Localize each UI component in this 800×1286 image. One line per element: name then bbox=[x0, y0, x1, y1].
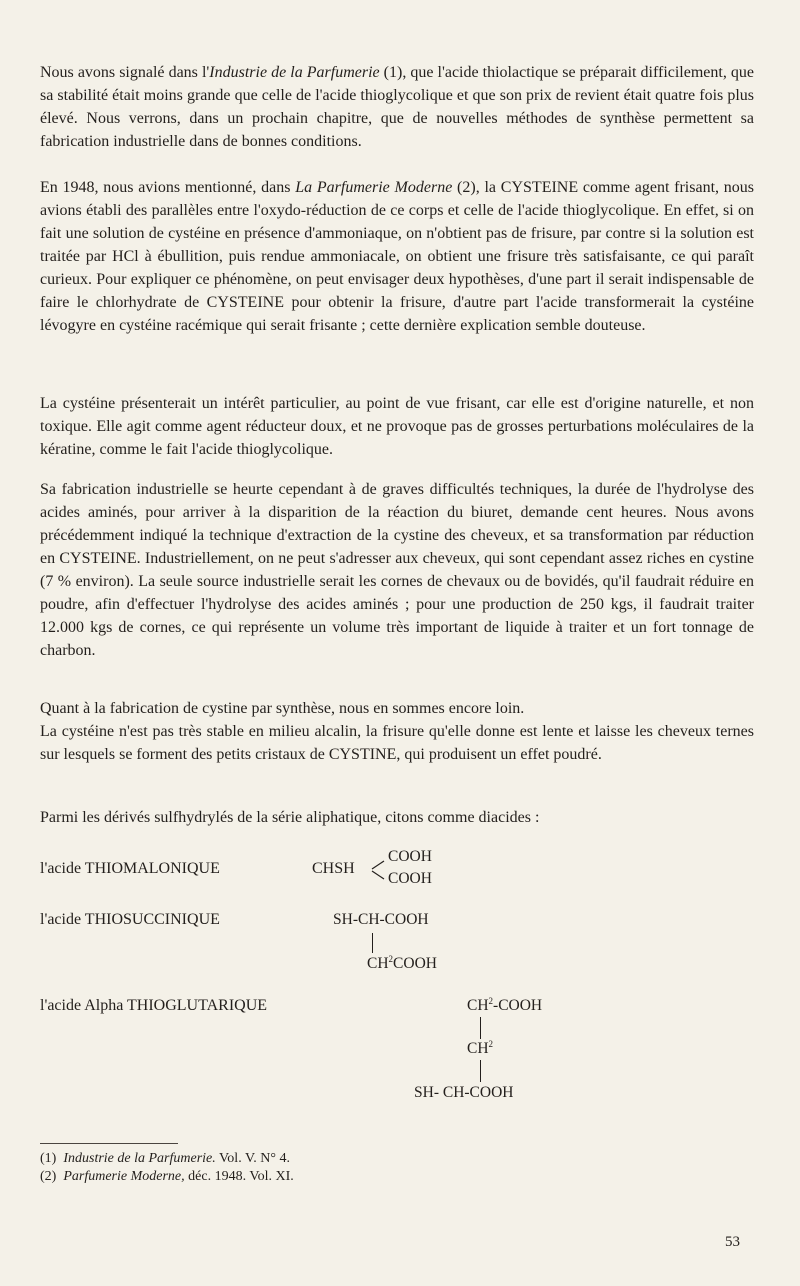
formula-cooh-top: COOH bbox=[388, 848, 432, 865]
paragraph-6: La cystéine n'est pas très stable en milieu alcalin, la frisure qu'elle donne est lente et laisse les cheveux ternes sur lesquels se forment des petits cristaux de CYSTINE, qui produisent un effet poudré. bbox=[40, 723, 754, 763]
footnote-2: (2) Parfumerie Moderne, déc. 1948. Vol. XI. bbox=[40, 1169, 294, 1184]
paragraph-2: En 1948, nous avions mentionné, dans La Parfumerie Moderne (2), la CYSTEINE comme agent frisant, nous avions établi des parallèles entre l'oxydo-réduction de ce corps et celle de l'acide thioglycolique. En effet, si on fait une solution de cystéine en présence d'ammoniaque, on n'obtient pas de frisure, par contre si la solution est traitée par HCl à ébullition, puis rendue ammoniacale, on obtient une frisure très satisfaisante, ce qui paraît curieux. Pour expliquer ce phénomène, on peut envisager deux hypothèses, d'une part il serait indispensable de faire le chlorhydrate de CYSTEINE pour obtenir la frisure, d'autre part l'acide transformerait la cystéine lévogyre en cystéine racémique qui serait frisante ; cette dernière explication semble douteuse. bbox=[40, 179, 755, 334]
footnote-rule bbox=[40, 1143, 178, 1144]
footnote-1: (1) Industrie de la Parfumerie. Vol. V. N° 4. bbox=[40, 1151, 290, 1166]
acid-name-thiomalonique: l'acide THIOMALONIQUE bbox=[40, 860, 220, 877]
journal-title: Industrie de la Parfumerie bbox=[209, 64, 380, 81]
journal-title: La Parfumerie Moderne bbox=[295, 179, 453, 196]
formula-core-chsh: CHSH bbox=[312, 860, 355, 877]
paragraph-3: La cystéine présenterait un intérêt particulier, au point de vue frisant, car elle est d'origine naturelle, et non toxique. Elle agit comme agent réducteur doux, et ne provoque pas de grosses perturbations moléculaires de la kératine, comme le fait l'acide thioglycolique. bbox=[40, 395, 754, 458]
bond-vertical bbox=[480, 1060, 481, 1082]
formula-line-1: $CH^2$-COOH bbox=[467, 995, 543, 1014]
formula-line-2: $CH^2$ bbox=[467, 1038, 494, 1057]
paragraph-4: Sa fabrication industrielle se heurte cependant à de graves difficultés techniques, la durée de l'hydrolyse des acides aminés, pour arriver à la disparition de la réaction du biuret, demande cent heures. Nous avons précédemment indiqué la technique d'extraction de la cystine des cheveux, et sa transformation par réduction en CYSTEINE. Industriellement, on ne peut s'adresser aux cheveux, qui sont cependant assez riches en cystine (7 % environ). La seule source industrielle serait les cornes de chevaux ou de bovidés, qu'il faudrait réduire en poudre, afin d'effectuer l'hydrolyse des acides aminés ; pour une production de 250 kgs, il faudrait traiter 12.000 kgs de cornes, ce qui représente un volume très important de liquide à traiter et un fort tonnage de charbon. bbox=[40, 481, 754, 659]
paragraph-7: Parmi les dérivés sulfhydrylés de la série aliphatique, citons comme diacides : bbox=[40, 809, 540, 826]
bond-vertical bbox=[372, 933, 373, 953]
formula-cooh-bottom: COOH bbox=[388, 870, 432, 887]
acid-name-thiosuccinique: l'acide THIOSUCCINIQUE bbox=[40, 911, 220, 928]
formula-line-2: $CH^2COOH$ bbox=[367, 953, 437, 972]
acid-name-thioglutarique: l'acide Alpha THIOGLUTARIQUE bbox=[40, 997, 268, 1014]
paragraph-1: Nous avons signalé dans l'Industrie de la Parfumerie (1), que l'acide thiolactique se préparait difficilement, que sa stabilité était moins grande que celle de l'acide thioglycolique et que son prix de revient était quatre fois plus élevé. Nous verrons, dans un prochain chapitre, que de nouvelles méthodes de synthèse permettent sa fabrication industrielle dans de bonnes conditions. bbox=[40, 64, 754, 150]
bond-vertical bbox=[480, 1017, 481, 1039]
page-number: 53 bbox=[725, 1234, 740, 1250]
paragraph-5: Quant à la fabrication de cystine par synthèse, nous en sommes encore loin. bbox=[40, 700, 525, 717]
formula-line-1: SH-CH-COOH bbox=[333, 911, 429, 928]
formula-line-3: SH- CH-COOH bbox=[414, 1084, 514, 1101]
